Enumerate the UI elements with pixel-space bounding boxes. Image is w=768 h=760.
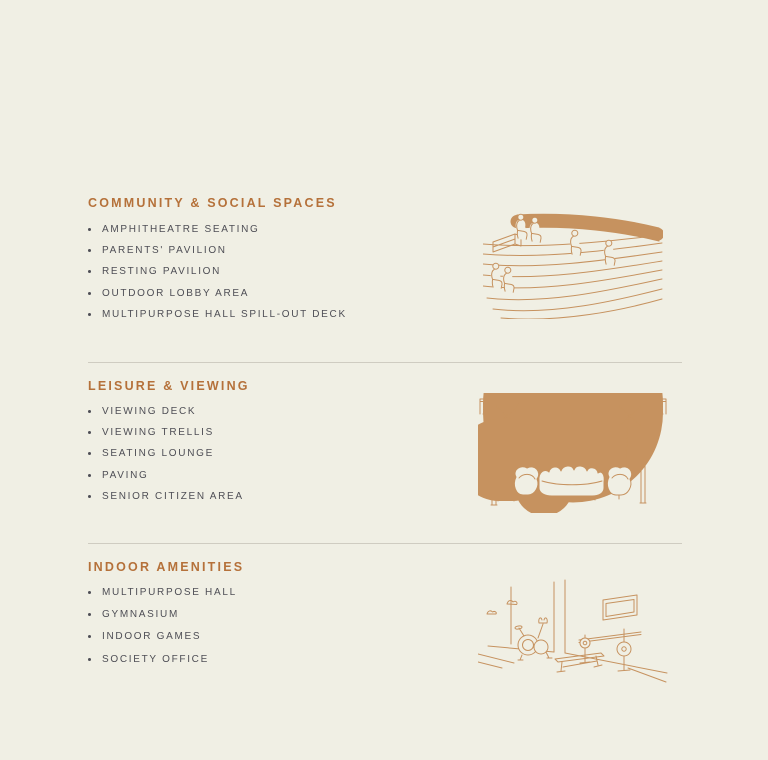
bullet-icon: [88, 270, 91, 273]
bullet-icon: [88, 635, 91, 638]
community-amenity-list: [88, 219, 347, 325]
list-item: [88, 626, 237, 648]
list-item: [88, 648, 237, 670]
list-item-label: SEATING LOUNGE: [102, 448, 214, 460]
list-item: [88, 443, 244, 464]
list-item-label: SENIOR CITIZEN AREA: [102, 490, 244, 502]
bullet-icon: [88, 613, 91, 616]
list-item-label: GYMNASIUM: [102, 608, 179, 620]
bullet-icon: [88, 410, 91, 413]
list-item: [88, 283, 347, 304]
leisure-amenity-list: [88, 401, 244, 507]
bullet-icon: [88, 249, 91, 252]
bullet-icon: [88, 313, 91, 316]
section-title-indoor-amenities: INDOOR AMENITIES: [88, 560, 245, 574]
list-item: [88, 465, 244, 486]
list-item-label: SOCIETY OFFICE: [102, 653, 209, 665]
bullet-icon: [88, 228, 91, 231]
list-item: [88, 240, 347, 261]
list-item: [88, 422, 244, 443]
section-divider: [88, 362, 682, 363]
list-item-label: MULTIPURPOSE HALL SPILL-OUT DECK: [102, 308, 347, 320]
bullet-icon: [88, 474, 91, 477]
amphitheatre-seating-illustration: [483, 211, 663, 319]
bullet-icon: [88, 452, 91, 455]
list-item-label: MULTIPURPOSE HALL: [102, 586, 237, 598]
list-item: [88, 603, 237, 625]
list-item: [88, 261, 347, 282]
list-item-label: VIEWING TRELLIS: [102, 427, 215, 439]
pergola-lounge-illustration: [478, 393, 668, 513]
bullet-icon: [88, 495, 91, 498]
list-item: [88, 581, 237, 603]
bullet-icon: [88, 591, 91, 594]
list-item-label: PARENTS' PAVILION: [102, 245, 227, 257]
list-item-label: VIEWING DECK: [102, 406, 197, 418]
indoor-amenity-list: [88, 581, 237, 670]
list-item-label: AMPHITHEATRE SEATING: [102, 224, 260, 236]
section-title-community-social-spaces: COMMUNITY & SOCIAL SPACES: [88, 196, 337, 210]
section-divider: [88, 543, 682, 544]
list-item: [88, 304, 347, 325]
list-item: [88, 401, 244, 422]
list-item-label: OUTDOOR LOBBY AREA: [102, 287, 250, 299]
list-item-label: PAVING: [102, 469, 149, 481]
list-item: [88, 219, 347, 240]
gym-equipment-illustration: [478, 566, 668, 686]
section-title-leisure-viewing: LEISURE & VIEWING: [88, 379, 250, 393]
bullet-icon: [88, 658, 91, 661]
list-item-label: RESTING PAVILION: [102, 266, 222, 278]
bullet-icon: [88, 292, 91, 295]
list-item: [88, 486, 244, 507]
list-item-label: INDOOR GAMES: [102, 631, 202, 643]
bullet-icon: [88, 431, 91, 434]
